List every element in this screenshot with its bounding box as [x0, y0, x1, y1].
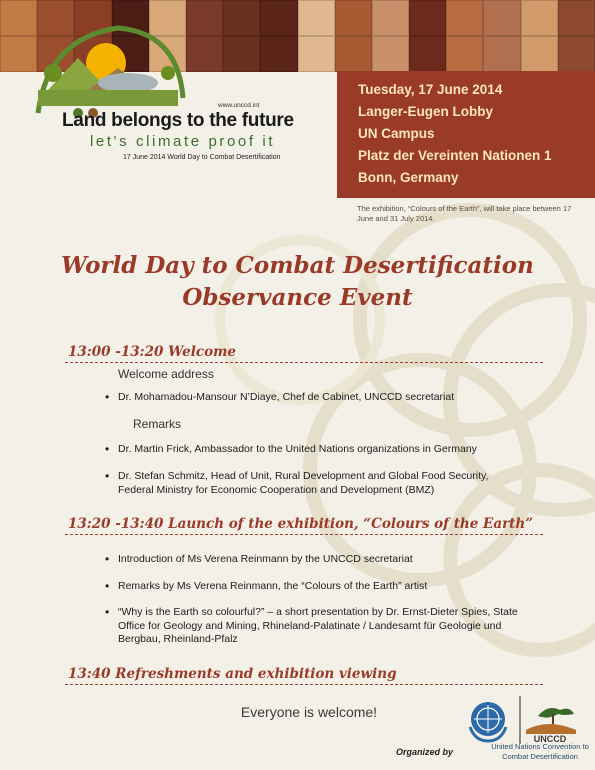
earth-tile — [372, 36, 409, 72]
earth-tile — [186, 0, 223, 36]
event-address: Platz der Vereinten Nationen 1 — [358, 148, 552, 163]
earth-tile — [483, 0, 520, 36]
section-refreshments-heading: 13:40 Refreshments and exhibition viewing — [68, 666, 397, 682]
section-divider — [65, 534, 543, 535]
earth-tile — [335, 36, 372, 72]
event-date: Tuesday, 17 June 2014 — [358, 82, 503, 97]
earth-tile — [409, 0, 446, 36]
remarks-label: Remarks — [133, 417, 182, 431]
list-item: • Dr. Stefan Schmitz, Head of Unit, Rural Development and Global Food Security, Federal Ministry for Economic Cooperation and Development (BMZ) — [105, 469, 489, 496]
page-title-line2: Observance Event — [182, 284, 413, 311]
event-info-box — [337, 71, 595, 198]
bullet-dot: • — [105, 469, 110, 483]
earth-tile — [223, 36, 260, 72]
bullet-dot: • — [105, 552, 110, 566]
exhibition-note: The exhibition, “Colours of the Earth”, will take place between 17 June and 31 July 2014. — [357, 204, 572, 223]
earth-tile — [409, 36, 446, 72]
unccd-abbr: UNCCD — [533, 734, 567, 744]
earth-tile — [558, 0, 595, 36]
earth-tile — [260, 0, 297, 36]
earth-tile — [483, 36, 520, 72]
earth-tile — [335, 0, 372, 36]
section-welcome-heading: 13:00 -13:20 Welcome — [68, 344, 236, 360]
bullet-dot: • — [105, 442, 110, 456]
list-item: • Dr. Martin Frick, Ambassador to the United Nations organizations in Germany — [105, 442, 477, 456]
section-launch-heading: 13:20 -13:40 Launch of the exhibition, “Colours of the Earth” — [68, 516, 533, 532]
organized-by-label: Organized by — [396, 747, 454, 757]
list-item: • “Why is the Earth so colourful?” – a short presentation by Dr. Ernst-Dieter Spies, State Office for Geology and Mining, Rhineland-Palatinate / Landesamt für Geologie und Bergbau, Rheinland-Pfalz — [105, 605, 518, 645]
earth-tile — [446, 36, 483, 72]
event-campus: UN Campus — [358, 126, 435, 141]
section-divider — [65, 362, 543, 363]
event-city: Bonn, Germany — [358, 170, 459, 185]
welcome-address-label: Welcome address — [118, 367, 214, 381]
logo-url: www.unccd.int — [218, 102, 260, 109]
earth-tile — [446, 0, 483, 36]
event-venue: Langer-Eugen Lobby — [358, 104, 493, 119]
welcome-message: Everyone is welcome! — [240, 704, 378, 720]
list-item: • Dr. Mohamadou-Mansour N’Diaye, Chef de Cabinet, UNCCD secretariat — [105, 390, 455, 404]
section-divider — [65, 684, 543, 685]
earth-tile — [186, 36, 223, 72]
bullet-dot: • — [105, 579, 110, 593]
un-emblem-icon — [463, 697, 513, 745]
earth-tile — [558, 36, 595, 72]
list-item: • Introduction of Ms Verena Reinmann by the UNCCD secretariat — [105, 552, 413, 566]
list-item: • Remarks by Ms Verena Reinmann, the “Colours of the Earth” artist — [105, 579, 428, 593]
unccd-full-name: United Nations Convention to Combat Desertification — [491, 742, 589, 761]
bullet-dot: • — [105, 390, 110, 404]
logo-title: Land belongs to the future — [62, 110, 294, 131]
logo-date-line: 17 June 2014 World Day to Combat Desertification — [123, 154, 281, 161]
page-title-line1: World Day to Combat Desertification — [61, 252, 534, 279]
earth-tile — [521, 0, 558, 36]
earth-tile — [372, 0, 409, 36]
bullet-dot: • — [105, 605, 110, 619]
earth-tile — [260, 36, 297, 72]
unccd-logo-icon — [518, 696, 578, 744]
earth-tile — [223, 0, 260, 36]
earth-tile — [298, 0, 335, 36]
earth-tile — [298, 36, 335, 72]
earth-tile — [521, 36, 558, 72]
logo-subtitle: let's climate proof it — [90, 133, 276, 150]
